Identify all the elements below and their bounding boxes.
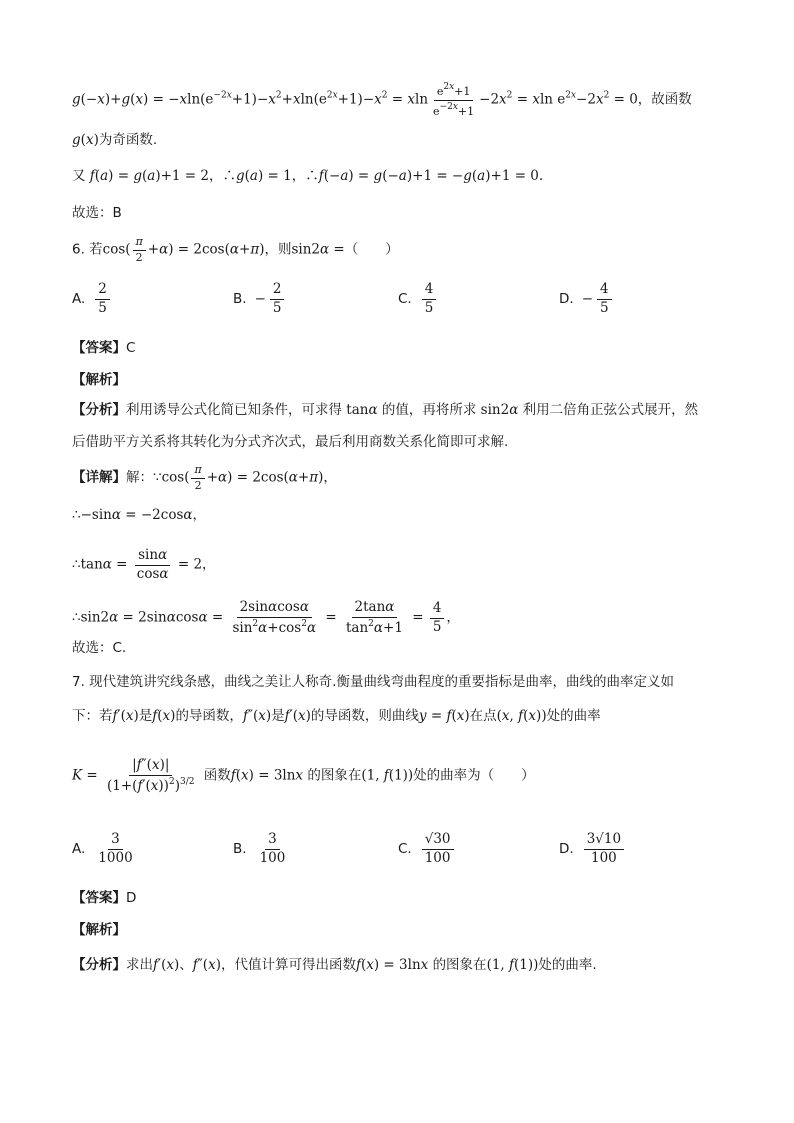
option-sign: − (254, 291, 266, 308)
q6-option-c (398, 282, 438, 316)
answer-value: D (126, 890, 137, 906)
denominator: 5 (98, 299, 107, 316)
option-label: A. (72, 291, 86, 308)
q7-option-a (72, 832, 138, 866)
q6-detail-1: 【详解】解：∵cos( $\frac{\pi}{2}$ +α) = 2cos(α+π)， (72, 463, 337, 492)
q6-choice: 故选：C. (72, 640, 127, 656)
answer-value: C (126, 340, 136, 356)
text: 又 (72, 168, 86, 184)
option-fraction (95, 282, 110, 316)
text: 为奇函数. (98, 132, 158, 148)
q7-fenxi: 【分析】求出f′(x)、f″(x)，代值计算可得出函数f(x) = 3lnx 的图象在(1, f(1))处的曲率. (72, 957, 597, 973)
question-6-stem: 6. 若cos( $\frac{\pi}{2}$ +α) = 2cos(α+π)，则sin2α =（ ） (72, 235, 399, 264)
numerator: 2 (95, 282, 110, 300)
conclusion-text: ，故函数 (637, 91, 692, 108)
question-7-line-2: 下：若f′(x)是f(x)的导函数，f″(x)是f′(x)的导函数，则曲线y = f(x)在点(x, f(x))处的曲率 (72, 708, 601, 724)
denominator: 100 (259, 849, 286, 866)
text: 的图象在 (307, 767, 362, 784)
q7-analysis-label: 【解析】 (72, 922, 126, 938)
fenxi-label: 【分析】 (72, 402, 126, 418)
option-fraction (422, 282, 437, 316)
option-fraction (270, 282, 285, 316)
denominator: 100 (590, 849, 617, 866)
q6-analysis-label: 【解析】 (72, 372, 126, 388)
option-fraction (95, 832, 135, 866)
text: 的导函数，则曲线 (310, 708, 419, 724)
text: 的导函数， (175, 708, 243, 724)
text: 、 (179, 957, 193, 973)
text: 的图象在 (432, 957, 487, 973)
denominator: 1000 (98, 849, 133, 866)
option-label: B. (233, 841, 247, 858)
option-sign: − (581, 291, 593, 308)
option-fraction (422, 832, 454, 866)
option-label: C. (398, 841, 412, 858)
q7-answer (72, 888, 754, 908)
q6-number: 6. 若 (72, 241, 103, 258)
numerator: 4 (422, 282, 437, 300)
text: 处的曲率. (538, 957, 597, 973)
text: 是 (271, 708, 285, 724)
option-fraction (584, 832, 624, 866)
blank: （ ） (344, 241, 399, 258)
xiangjie-label: 【详解】 (72, 469, 126, 486)
q5-choice: 故选：B (72, 205, 122, 221)
fenxi-label: 【分析】 (72, 957, 126, 973)
answer-label: 【答案】 (72, 890, 126, 906)
text: 解： (126, 469, 153, 486)
numerator: √30 (422, 832, 454, 850)
denominator: 5 (424, 299, 434, 316)
text: 利用二倍角正弦公式展开，然 (522, 402, 699, 418)
text: ，则 (264, 241, 292, 258)
q6-answer (72, 338, 754, 358)
q6-fenxi-line-1: 【分析】利用诱导公式化简已知条件，可求得 tanα 的值，再将所求 sin2α 利用二倍角正弦公式展开，然 (72, 402, 699, 418)
numerator: 2 (270, 282, 285, 300)
denominator: 5 (272, 299, 282, 316)
denominator: 100 (424, 849, 451, 866)
text: 是 (138, 708, 153, 724)
q6-option-a (72, 282, 112, 316)
q6-detail-4: ∴sin2α = 2sinαcosα = $\frac{2\sin\alpha\cos\alpha}{\sin^2\alpha+\cos^2\alpha}$ = $\frac{2\tan\alpha}{\tan^2\alpha+1}$ = $\frac{4}{5}$ ， (72, 599, 460, 636)
question-7-line-3: K = $\frac{|f''(x)|}{(1+(f'(x))^2)^{3/2}}$ 函数f(x) = 3lnx 的图象在(1, f(1))处的曲率为（ ） (72, 757, 535, 794)
numerator: 3 (265, 832, 280, 850)
q6-option-b (233, 282, 286, 316)
q6-fenxi-line-2: 后借助平方关系将其转化为分式齐次式，最后利用商数关系化简即可求解. (72, 434, 509, 450)
q6-option-d (559, 282, 614, 316)
text: 利用诱导公式化简已知条件，可求得 (126, 402, 342, 418)
odd-function-derivation: $g(-x)+g(x) = -xln(e^{-2x}+1)-x^2+xln(e^{2x}+1)-x^2 = xln$ $\frac{e^{2x}+1}{e^{-2x}+1}$ $-2x^2 = xln$ $e^{2x}-2x^2 = 0$，故函数 (72, 82, 692, 118)
question-7-line-1: 7. 现代建筑讲究线条感，曲线之美让人称奇.衡量曲线弯曲程度的重要指标是曲率，曲线的曲率定义如 (72, 674, 674, 690)
odd-function-conclusion: g(x)为奇函数. (72, 132, 158, 148)
numerator: 3√10 (584, 832, 624, 850)
option-label: C. (398, 291, 412, 308)
text: 下：若 (72, 708, 113, 724)
option-label: A. (72, 841, 86, 858)
text: 的值，再将所求 (381, 402, 477, 418)
value-derivation: 又 f(a) = g(a)+1 = 2，∴g(a) = 1，∴f(−a) = g(−a)+1 = −g(a)+1 = 0. (72, 168, 544, 184)
q7-option-d (559, 832, 626, 866)
numerator: 3 (108, 832, 123, 850)
q7-option-b (233, 832, 290, 866)
numerator: 4 (597, 282, 612, 300)
option-label: D. (559, 291, 574, 308)
text: ，代值计算可得出函数 (220, 957, 356, 973)
text: 处的曲率 (546, 708, 601, 724)
q6-detail-3: ∴tanα = $\frac{\sin\alpha}{\cos\alpha}$ = 2， (72, 547, 216, 582)
denominator: 5 (600, 299, 609, 316)
option-label: B. (233, 291, 247, 308)
q7-option-c (398, 832, 456, 866)
answer-label: 【答案】 (72, 340, 126, 356)
option-label: D. (559, 841, 574, 858)
text: 函数 (203, 767, 231, 784)
text: 求出 (126, 957, 153, 973)
text: 处的曲率为（ ） (413, 767, 535, 784)
text: 在点 (469, 708, 497, 724)
q6-detail-2: ∴−sinα = −2cosα， (72, 507, 207, 523)
option-fraction (257, 832, 289, 866)
option-fraction (597, 282, 612, 316)
